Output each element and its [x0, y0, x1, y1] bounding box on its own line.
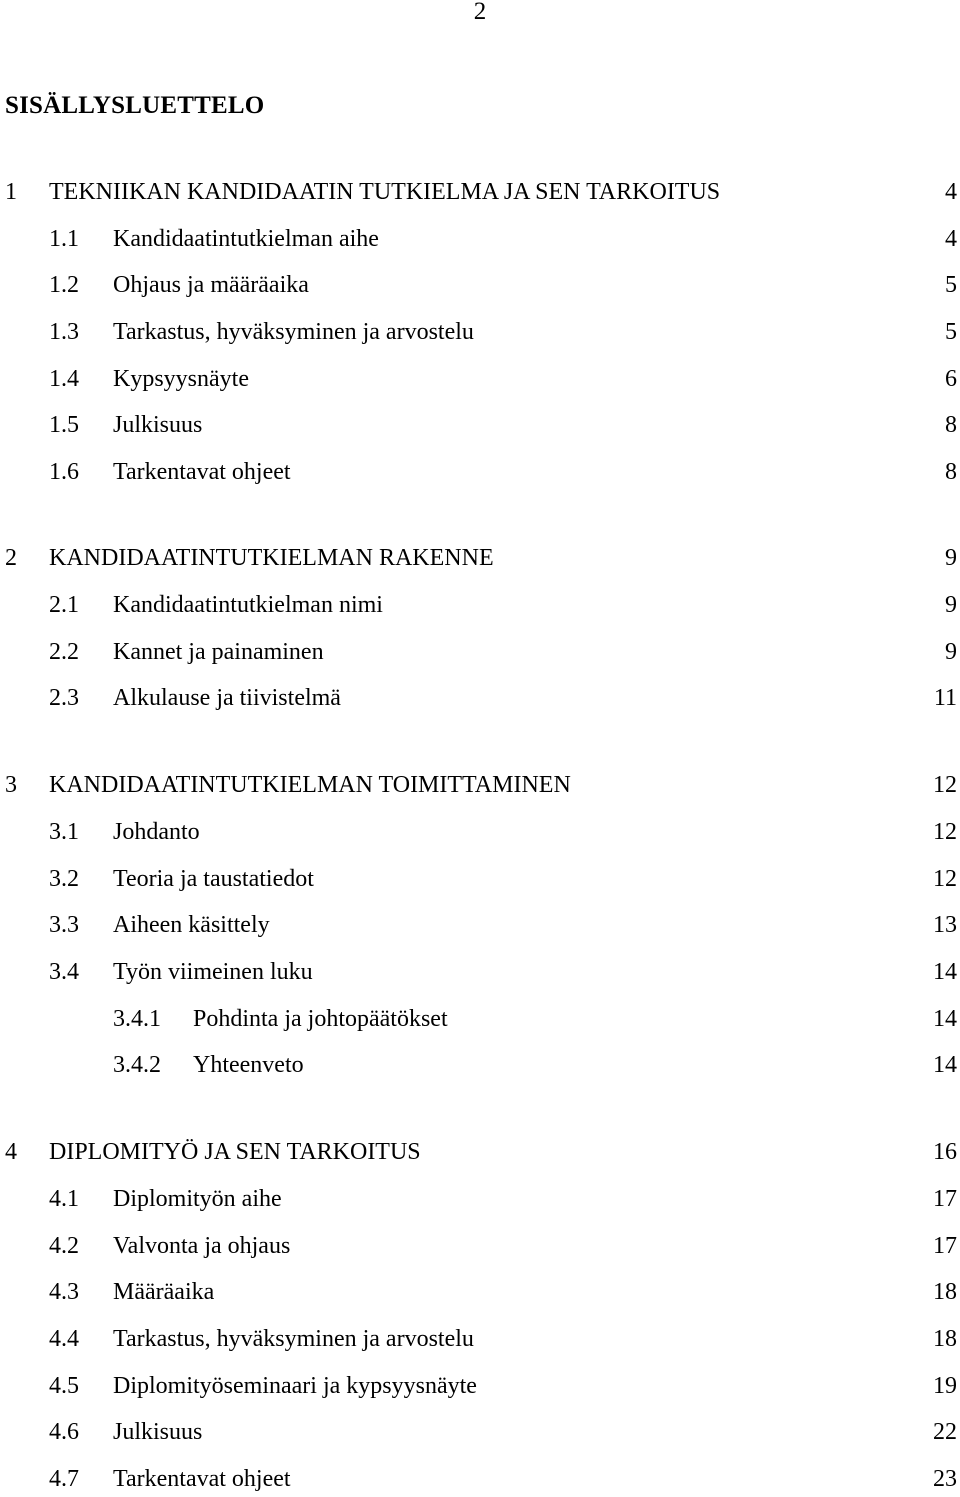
toc-entry-label: Yhteenveto: [193, 1052, 304, 1078]
toc-entry-page: 14: [933, 959, 957, 985]
toc-entry[interactable]: [0, 314, 960, 350]
toc-entry-number: 4.6: [49, 1419, 79, 1445]
toc-entry-number: 1: [5, 179, 17, 205]
toc-entry-label: Teoria ja taustatiedot: [113, 866, 314, 892]
toc-entry[interactable]: [0, 221, 960, 257]
toc-entry-number: 3.4: [49, 959, 79, 985]
toc-entry[interactable]: [0, 267, 960, 303]
toc-entry-label: Julkisuus: [113, 412, 203, 438]
toc-entry-number: 3.3: [49, 912, 79, 938]
toc-entry-number: 3: [5, 772, 17, 798]
toc-entry[interactable]: [0, 1368, 960, 1404]
toc-entry-label: Pohdinta ja johtopäätökset: [193, 1006, 448, 1032]
toc-entry[interactable]: [0, 1001, 960, 1037]
toc-entry-page: 14: [933, 1052, 957, 1078]
toc-entry-label: Johdanto: [113, 819, 200, 845]
toc-entry-number: 2.3: [49, 685, 79, 711]
toc-entry-number: 1.1: [49, 226, 79, 252]
toc-entry[interactable]: [0, 361, 960, 397]
toc-entry-label: KANDIDAATINTUTKIELMAN TOIMITTAMINEN: [49, 772, 571, 798]
toc-entry-number: 3.2: [49, 866, 79, 892]
toc-entry[interactable]: [0, 954, 960, 990]
toc-entry-page: 23: [933, 1466, 957, 1492]
toc-entry[interactable]: [0, 1228, 960, 1264]
toc-entry-number: 4.2: [49, 1233, 79, 1259]
toc-entry-page: 18: [933, 1326, 957, 1352]
toc-entry-number: 2.2: [49, 639, 79, 665]
toc-entry-page: 6: [945, 366, 957, 392]
toc-entry-label: Määräaika: [113, 1279, 215, 1305]
toc-entry-page: 12: [933, 866, 957, 892]
toc-entry-page: 5: [945, 272, 957, 298]
toc-entry-label: DIPLOMITYÖ JA SEN TARKOITUS: [49, 1139, 421, 1165]
toc-entry-number: 4.7: [49, 1466, 79, 1492]
toc-entry-page: 17: [933, 1186, 957, 1212]
toc-entry-number: 4.3: [49, 1279, 79, 1305]
toc-entry-label: Tarkastus, hyväksyminen ja arvostelu: [113, 1326, 474, 1352]
toc-entry[interactable]: [0, 454, 960, 490]
toc-entry-page: 12: [933, 819, 957, 845]
toc-entry-number: 2.1: [49, 592, 79, 618]
toc-entry-page: 9: [945, 592, 957, 618]
toc-entry-number: 1.3: [49, 319, 79, 345]
toc-entry-label: Kannet ja painaminen: [113, 639, 324, 665]
toc-entry-label: TEKNIIKAN KANDIDAATIN TUTKIELMA JA SEN TARKOITUS: [49, 179, 721, 205]
toc-entry[interactable]: [0, 1414, 960, 1450]
toc-entry[interactable]: [0, 814, 960, 850]
toc-entry-number: 4.4: [49, 1326, 79, 1352]
toc-entry-label: Valvonta ja ohjaus: [113, 1233, 291, 1259]
toc-entry-number: 2: [5, 545, 17, 571]
toc-entry[interactable]: [0, 407, 960, 443]
toc-entry[interactable]: [0, 1047, 960, 1083]
toc-entry-page: 9: [945, 639, 957, 665]
toc-entry-label: Tarkentavat ohjeet: [113, 1466, 291, 1492]
toc-entry-number: 3.1: [49, 819, 79, 845]
toc-entry-page: 18: [933, 1279, 957, 1305]
toc-entry-label: Kandidaatintutkielman nimi: [113, 592, 383, 618]
toc-entry-page: 22: [933, 1419, 957, 1445]
toc-entry-label: Kandidaatintutkielman aihe: [113, 226, 379, 252]
toc-entry-number: 1.4: [49, 366, 79, 392]
toc-entry[interactable]: [0, 861, 960, 897]
toc-entry-page: 14: [933, 1006, 957, 1032]
toc-entry-number: 1.2: [49, 272, 79, 298]
toc-entry-page: 8: [945, 459, 957, 485]
toc-entry[interactable]: [0, 1321, 960, 1357]
toc-entry-label: Aiheen käsittely: [113, 912, 270, 938]
toc-entry-label: Julkisuus: [113, 1419, 203, 1445]
toc-entry-label: Kypsyysnäyte: [113, 366, 249, 392]
page-number: 2: [473, 0, 487, 25]
toc-entry-page: 12: [933, 772, 957, 798]
toc-entry-number: 4: [5, 1139, 17, 1165]
toc-entry-label: Työn viimeinen luku: [113, 959, 313, 985]
toc-entry[interactable]: [0, 540, 960, 576]
toc-entry[interactable]: [0, 1274, 960, 1310]
toc-entry-number: 3.4.2: [113, 1052, 161, 1078]
toc-entry[interactable]: [0, 767, 960, 803]
toc-entry-label: Diplomityön aihe: [113, 1186, 282, 1212]
toc-entry[interactable]: [0, 907, 960, 943]
toc-entry-label: KANDIDAATINTUTKIELMAN RAKENNE: [49, 545, 494, 571]
toc-entry-number: 1.6: [49, 459, 79, 485]
toc-entry-label: Alkulause ja tiivistelmä: [113, 685, 341, 711]
toc-entry[interactable]: [0, 1181, 960, 1217]
toc-entry-page: 4: [945, 226, 957, 252]
toc-entry-label: Tarkentavat ohjeet: [113, 459, 291, 485]
toc-entry-page: 11: [933, 685, 957, 711]
toc-title: SISÄLLYSLUETTELO: [5, 92, 265, 119]
toc-entry[interactable]: [0, 1134, 960, 1170]
toc-entry-label: Diplomityöseminaari ja kypsyysnäyte: [113, 1373, 477, 1399]
toc-entry-page: 5: [945, 319, 957, 345]
toc-entry-page: 19: [933, 1373, 957, 1399]
toc-entry-page: 16: [933, 1139, 957, 1165]
toc-entry-label: Ohjaus ja määräaika: [113, 272, 309, 298]
toc-entry[interactable]: [0, 174, 960, 210]
toc-entry-number: 4.1: [49, 1186, 79, 1212]
toc-entry-number: 1.5: [49, 412, 79, 438]
toc-entry[interactable]: [0, 634, 960, 670]
toc-entry-number: 3.4.1: [113, 1006, 161, 1032]
toc-entry-page: 8: [945, 412, 957, 438]
toc-entry-page: 13: [933, 912, 957, 938]
toc-entry[interactable]: [0, 1461, 960, 1497]
toc-entry-label: Tarkastus, hyväksyminen ja arvostelu: [113, 319, 474, 345]
toc-entry-page: 17: [933, 1233, 957, 1259]
toc-entry-number: 4.5: [49, 1373, 79, 1399]
toc-entry-page: 9: [945, 545, 957, 571]
toc-entry-page: 4: [945, 179, 957, 205]
toc-entry[interactable]: [0, 680, 960, 716]
toc-entry[interactable]: [0, 587, 960, 623]
